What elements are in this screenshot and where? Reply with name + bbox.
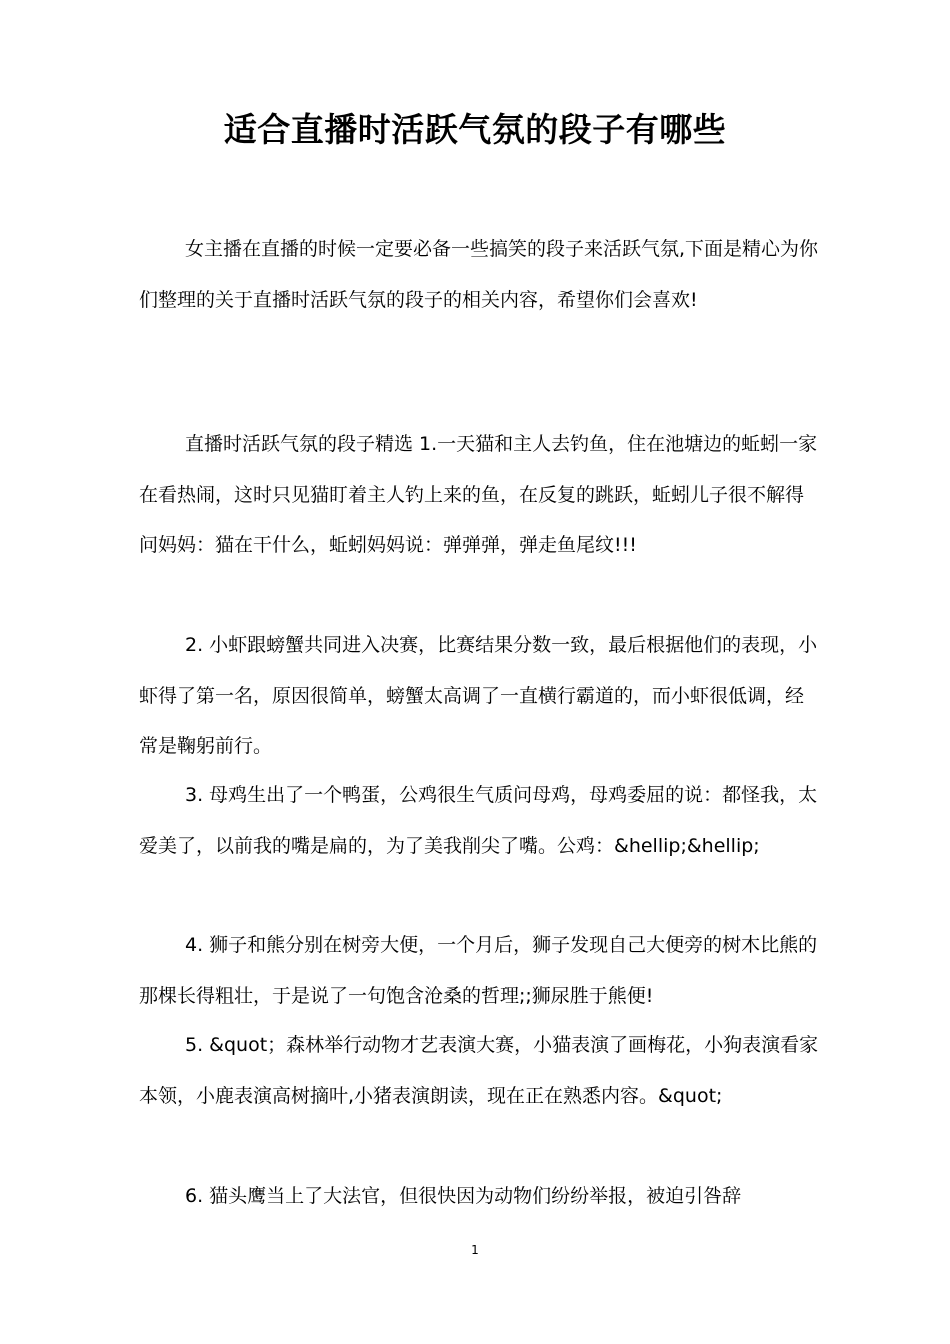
joke-paragraph-3: 3. 母鸡生出了一个鸭蛋，公鸡很生气质问母鸡，母鸡委屈的说：都怪我，太爱美了，以前我的嘴是扁的，为了美我削尖了嘴。公鸡：&hellip;&hellip; (139, 784, 818, 857)
joke-paragraph-1: 直播时活跃气氛的段子精选 1.一天猫和主人去钓鱼，住在池塘边的蚯蚓一家在看热闹，这时只见猫盯着主人钓上来的鱼，在反复的跳跃，蚯蚓儿子很不解得问妈妈：猫在干什么，蚯蚓妈妈说：弹弹弹，弹走鱼尾纹!!! (139, 433, 818, 556)
joke-paragraph-2: 2. 小虾跟螃蟹共同进入决赛，比赛结果分数一致，最后根据他们的表现，小虾得了第一名，原因很简单，螃蟹太高调了一直横行霸道的，而小虾很低调，经常是鞠躬前行。 (139, 634, 818, 757)
joke-paragraph-6: 6. 猫头鹰当上了大法官，但很快因为动物们纷纷举报，被迫引咎辞 (185, 1185, 742, 1207)
page-number: 1 (471, 1243, 479, 1257)
intro-paragraph: 女主播在直播的时候一定要必备一些搞笑的段子来活跃气氛,下面是精心为你们整理的关于直播时活跃气氛的段子的相关内容，希望你们会喜欢! (139, 238, 819, 311)
joke-paragraph-5: 5. &quot；森林举行动物才艺表演大赛，小猫表演了画梅花，小狗表演看家本领，小鹿表演高树摘叶,小猪表演朗读，现在正在熟悉内容。&quot; (139, 1034, 819, 1107)
document-title: 适合直播时活跃气氛的段子有哪些 (223, 110, 727, 149)
joke-paragraph-4: 4. 狮子和熊分别在树旁大便，一个月后，狮子发现自己大便旁的树木比熊的那棵长得粗壮，于是说了一句饱含沧桑的哲理;;狮尿胜于熊便! (139, 934, 818, 1007)
